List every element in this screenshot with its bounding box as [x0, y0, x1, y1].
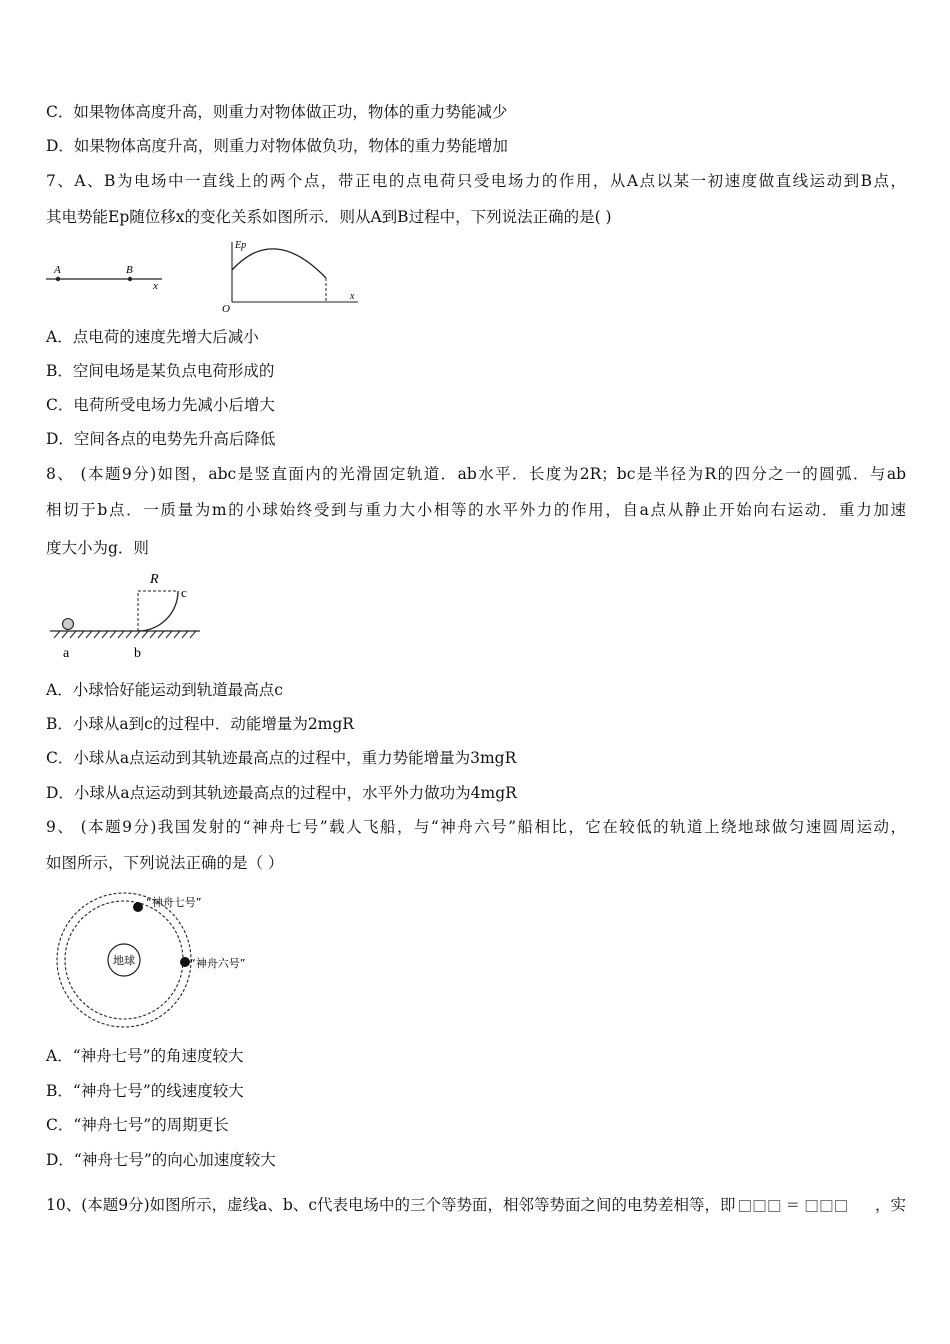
- q9-fig-earth: 地球: [113, 954, 135, 967]
- q8-stem-line2: 相切于b点．一质量为m的小球始终受到与重力大小相等的水平外力的作用，自a点从静止开始向右运动．重力加速: [46, 501, 906, 519]
- q8-option-b: B．小球从a到c的过程中．动能增量为2mgR: [46, 715, 354, 733]
- q9-option-a: A．“神舟七号”的角速度较大: [46, 1047, 244, 1065]
- q9-fig-sz6: “神舟六号”: [190, 957, 246, 970]
- q7-fig-label-x: x: [153, 280, 158, 292]
- q10-stem-text: 10、(本题9分)如图所示，虚线a、b、c代表电场中的三个等势面，相邻等势面之间的电势差相等，即: [46, 1196, 736, 1214]
- q7-fig-label-ep: Ep: [235, 240, 247, 251]
- q8-stem-line1: 8、 (本题9分)如图，abc是竖直面内的光滑固定轨道．ab水平．长度为2R；bc是半径为R的四分之一的圆弧．与ab: [46, 465, 906, 483]
- q8-fig-label-r: R: [150, 572, 159, 587]
- q7-ep-graph: [218, 236, 368, 316]
- q9-stem-line2: 如图所示，下列说法正确的是（ ）: [46, 854, 284, 872]
- q7-fig-label-a: A: [54, 264, 61, 276]
- q7-fig-label-b: B: [126, 264, 133, 276]
- q7-line-figure: [44, 262, 169, 292]
- q6-option-d: D．如果物体高度升高，则重力对物体做负功，物体的重力势能增加: [46, 137, 508, 155]
- q8-option-d: D．小球从a点运动到其轨迹最高点的过程中，水平外力做功为4mgR: [46, 784, 517, 802]
- q8-track-figure: [48, 568, 208, 663]
- q10-formula: □□□ = □□□: [737, 1196, 849, 1214]
- q7-option-a: A．点电荷的速度先增大后减小: [46, 328, 259, 346]
- q7-option-d: D．空间各点的电势先升高后降低: [46, 430, 276, 448]
- q8-fig-label-b: b: [134, 646, 141, 661]
- shenzhou7-dot: [133, 902, 143, 912]
- q8-option-c: C．小球从a点运动到其轨迹最高点的过程中，重力势能增量为3mgR: [46, 749, 517, 767]
- q8-fig-label-c: c: [181, 585, 187, 600]
- q9-fig-sz7: “神舟七号”: [146, 896, 202, 909]
- q9-option-b: B．“神舟七号”的线速度较大: [46, 1082, 244, 1100]
- q10-tail: ，实: [874, 1196, 906, 1214]
- q7-fig-label-x2: x: [350, 291, 355, 302]
- shenzhou6-dot: [180, 957, 190, 967]
- q7-option-b: B．空间电场是某负点电荷形成的: [46, 362, 275, 380]
- q9-orbit-figure: [54, 890, 274, 1035]
- q7-stem-line1: 7、A、B为电场中一直线上的两个点，带正电的点电荷只受电场力的作用，从A点以某一初速度做直线运动到B点，: [46, 172, 906, 190]
- q8-fig-label-a: a: [63, 646, 70, 661]
- q9-option-c: C．“神舟七号”的周期更长: [46, 1116, 229, 1134]
- q7-stem-line2: 其电势能Ep随位移x的变化关系如图所示．则从A到B过程中，下列说法正确的是( ): [46, 208, 612, 226]
- q8-stem-line3: 度大小为g．则: [46, 539, 149, 557]
- q7-option-c: C．电荷所受电场力先减小后增大: [46, 396, 275, 414]
- q10-stem-line1: [46, 1194, 906, 1216]
- q8-option-a: A．小球恰好能运动到轨道最高点c: [46, 681, 283, 699]
- q9-option-d: D．“神舟七号”的向心加速度较大: [46, 1151, 276, 1169]
- q7-fig-label-o: O: [222, 303, 230, 315]
- q9-stem-line1: 9、 (本题9分)我国发射的“神舟七号”载人飞船，与“神舟六号”船相比，它在较低的轨道上绕地球做匀速圆周运动，: [46, 818, 906, 836]
- q6-option-c: C．如果物体高度升高，则重力对物体做正功，物体的重力势能减少: [46, 103, 508, 121]
